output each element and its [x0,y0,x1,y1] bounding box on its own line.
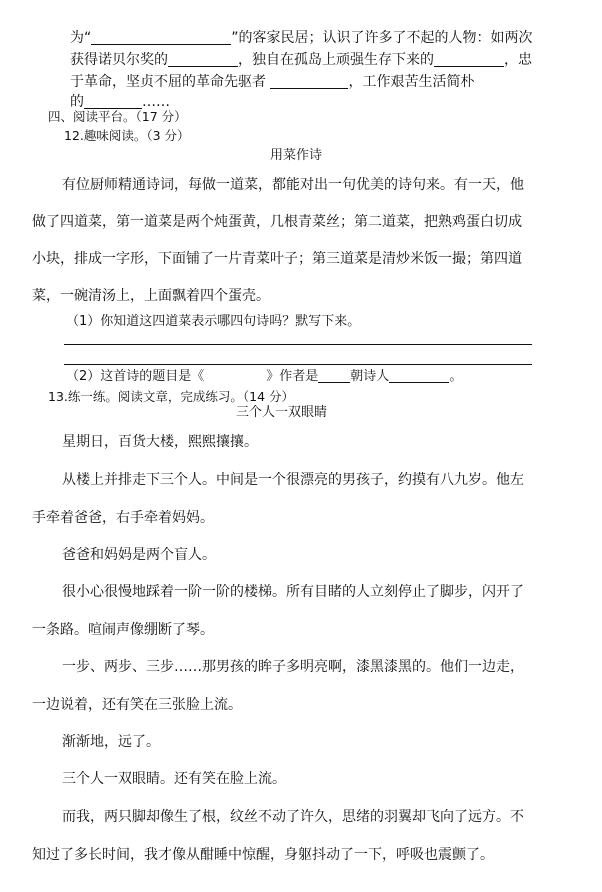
text-segment: 获得诺贝尔奖的 [70,52,168,68]
question-13-heading: 13.练一练。阅读文章，完成练习。（14 分） [48,389,295,404]
answer-blank [270,74,348,89]
answer-blank [434,52,504,67]
fill-in-line-2 [70,50,532,70]
article-line: 从楼上并排走下三个人。中间是一个很漂亮的男孩子，约摸有八九岁。他左 [62,472,524,488]
article-title: 三个人一双眼睛 [236,405,328,420]
poem-title: 用菜作诗 [270,148,323,163]
text-segment: （2）这首诗的题目是《 [66,369,205,384]
text-segment: ，独自在孤岛上顽强生存下来的 [238,52,434,68]
article-line: 很小心很慢地踩着一阶一阶的楼梯。所有目睹的人立刻停止了脚步，闪开了 [62,584,524,600]
text-segment: ，忠 [504,52,532,68]
article-line: 而我，两只脚却像生了根，纹丝不动了许久，思绪的羽翼却飞向了远方。不 [62,809,524,825]
answer-blank [389,368,449,383]
article-line: 知过了多长时间，我才像从酣睡中惊醒，身躯抖动了一下，呼吸也震颤了。 [32,847,494,863]
fill-in-line-3 [70,72,474,92]
text-segment: 为“ [70,30,92,46]
article-line: 三个人一双眼睛。还有笑在脸上流。 [62,771,286,787]
answer-blank [318,368,350,383]
article-line: 一条路。喧闹声像绷断了琴。 [32,622,214,638]
answer-line [64,364,532,365]
answer-blank [168,52,238,67]
article-line: 手牵着爸爸，右手牵着妈妈。 [32,510,214,526]
section-heading: 四、阅读平台。（17 分） [48,109,187,124]
answer-blank [84,94,142,109]
text-segment: …… [142,94,170,110]
answer-line [64,344,532,345]
sub-question-2 [66,368,462,386]
text-segment: ”的客家民居；认识了许多了不起的人物：如两次 [231,30,533,46]
text-segment: ，工作艰苦生活简朴 [348,74,475,90]
paragraph-line: 菜，一碗清汤上，上面飘着四个蛋壳。 [32,288,270,304]
text-segment: 》作者是 [266,369,319,384]
fill-in-line-1 [70,28,533,48]
article-line: 一边说着，还有笑在三张脸上流。 [32,697,242,713]
paragraph-line: 做了四道菜，第一道菜是两个炖蛋黄，几根青菜丝；第二道菜，把熟鸡蛋白切成 [32,214,522,230]
article-line: 渐渐地，远了。 [62,734,160,750]
text-segment: 的 [70,94,84,110]
article-line: 星期日，百货大楼，熙熙攘攘。 [62,434,258,450]
text-segment: 。 [449,369,463,384]
text-segment: 于革命，坚贞不屈的革命先驱者 [70,74,266,90]
paragraph-line: 有位厨师精通诗词，每做一道菜，都能对出一句优美的诗句来。有一天，他 [62,177,524,193]
question-12-heading: 12.趣味阅读。（3 分） [64,128,190,143]
article-line: 一步、两步、三步……那男孩的眸子多明亮啊，漆黑漆黑的。他们一边走， [62,659,524,675]
answer-blank [91,30,231,45]
sub-question-1: （1）你知道这四道菜表示哪四句诗吗？默写下来。 [66,314,361,329]
text-segment: 朝诗人 [350,369,390,384]
article-line: 爸爸和妈妈是两个盲人。 [62,547,216,563]
paragraph-line: 小块，排成一字形，下面铺了一片青菜叶子；第三道菜是清炒米饭一撮；第四道 [32,251,522,267]
